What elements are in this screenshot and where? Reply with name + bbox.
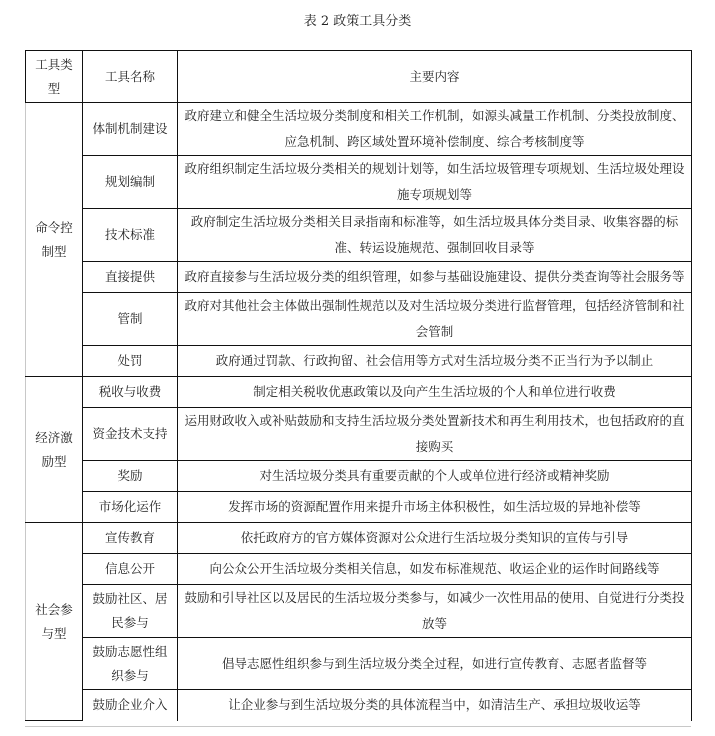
table-row: [26, 156, 692, 209]
tool-content: 政府组织制定生活垃圾分类相关的规划计划等，如生活垃圾管理专项规划、生活垃圾处理设施专项规划等: [178, 156, 692, 209]
table-row: [26, 377, 692, 408]
table-row: [26, 461, 692, 492]
header-tool-type: 工具类型: [26, 51, 83, 103]
tool-name: 鼓励社区、居民参与: [83, 585, 178, 638]
tool-name: 体制机制建设: [83, 103, 178, 156]
table-row: [26, 346, 692, 377]
group-type-economic-incentive: 经济激励型: [26, 377, 83, 523]
tool-content: 依托政府方的官方媒体资源对公众进行生活垃圾分类知识的宣传与引导: [178, 523, 692, 554]
table-bottom-rule: [25, 726, 691, 727]
table-row: [26, 293, 692, 346]
tool-content: 倡导志愿性组织参与到生活垃圾分类全过程，如进行宣传教育、志愿者监督等: [178, 638, 692, 690]
tool-content: 政府直接参与生活垃圾分类的组织管理，如参与基础设施建设、提供分类查询等社会服务等: [178, 262, 692, 293]
tool-content: 政府建立和健全生活垃圾分类制度和相关工作机制，如源头减量工作机制、分类投放制度、应急机制、跨区域处置环境补偿制度、综合考核制度等: [178, 103, 692, 156]
tool-name: 直接提供: [83, 262, 178, 293]
tool-name: 鼓励志愿性组织参与: [83, 638, 178, 690]
tool-name: 规划编制: [83, 156, 178, 209]
tool-content: 让企业参与到生活垃圾分类的具体流程当中，如清洁生产、承担垃圾收运等: [178, 690, 692, 721]
tool-content: 鼓励和引导社区以及居民的生活垃圾分类参与，如减少一次性用品的使用、自觉进行分类投放等: [178, 585, 692, 638]
tool-name: 税收与收费: [83, 377, 178, 408]
tool-content: 政府制定生活垃圾分类相关目录指南和标准等，如生活垃圾具体分类目录、收集容器的标准、转运设施规范、强制回收目录等: [178, 209, 692, 262]
tool-content: 政府对其他社会主体做出强制性规范以及对生活垃圾分类进行监督管理，包括经济管制和社会管制: [178, 293, 692, 346]
policy-tools-table: [25, 50, 692, 721]
tool-name: 处罚: [83, 346, 178, 377]
tool-content: 对生活垃圾分类具有重要贡献的个人或单位进行经济或精神奖励: [178, 461, 692, 492]
table-row: [26, 408, 692, 461]
tool-content: 运用财政收入或补贴鼓励和支持生活垃圾分类处置新技术和再生利用技术，也包括政府的直接购买: [178, 408, 692, 461]
table-row: [26, 690, 692, 721]
tool-content: 制定相关税收优惠政策以及向产生生活垃圾的个人和单位进行收费: [178, 377, 692, 408]
table-row: [26, 585, 692, 638]
table-row: [26, 103, 692, 156]
tool-name: 技术标准: [83, 209, 178, 262]
tool-name: 奖励: [83, 461, 178, 492]
tool-name: 宣传教育: [83, 523, 178, 554]
tool-content: 发挥市场的资源配置作用来提升市场主体积极性，如生活垃圾的异地补偿等: [178, 492, 692, 523]
tool-name: 鼓励企业介入: [83, 690, 178, 721]
table-row: [26, 554, 692, 585]
table-header-row: [26, 51, 692, 103]
tool-name: 管制: [83, 293, 178, 346]
tool-name: 资金技术支持: [83, 408, 178, 461]
header-tool-name: 工具名称: [83, 51, 178, 103]
tool-content: 政府通过罚款、行政拘留、社会信用等方式对生活垃圾分类不正当行为予以制止: [178, 346, 692, 377]
header-main-content: 主要内容: [178, 51, 692, 103]
group-type-social-participation: 社会参与型: [26, 523, 83, 721]
table-row: [26, 523, 692, 554]
tool-name: 市场化运作: [83, 492, 178, 523]
table-row: [26, 262, 692, 293]
table-caption: 表 2 政策工具分类: [303, 14, 412, 29]
group-type-command-control: 命令控制型: [26, 103, 83, 377]
table-row: [26, 492, 692, 523]
table-row: [26, 209, 692, 262]
tool-name: 信息公开: [83, 554, 178, 585]
tool-content: 向公众公开生活垃圾分类相关信息，如发布标准规范、收运企业的运作时间路线等: [178, 554, 692, 585]
table-row: [26, 638, 692, 690]
